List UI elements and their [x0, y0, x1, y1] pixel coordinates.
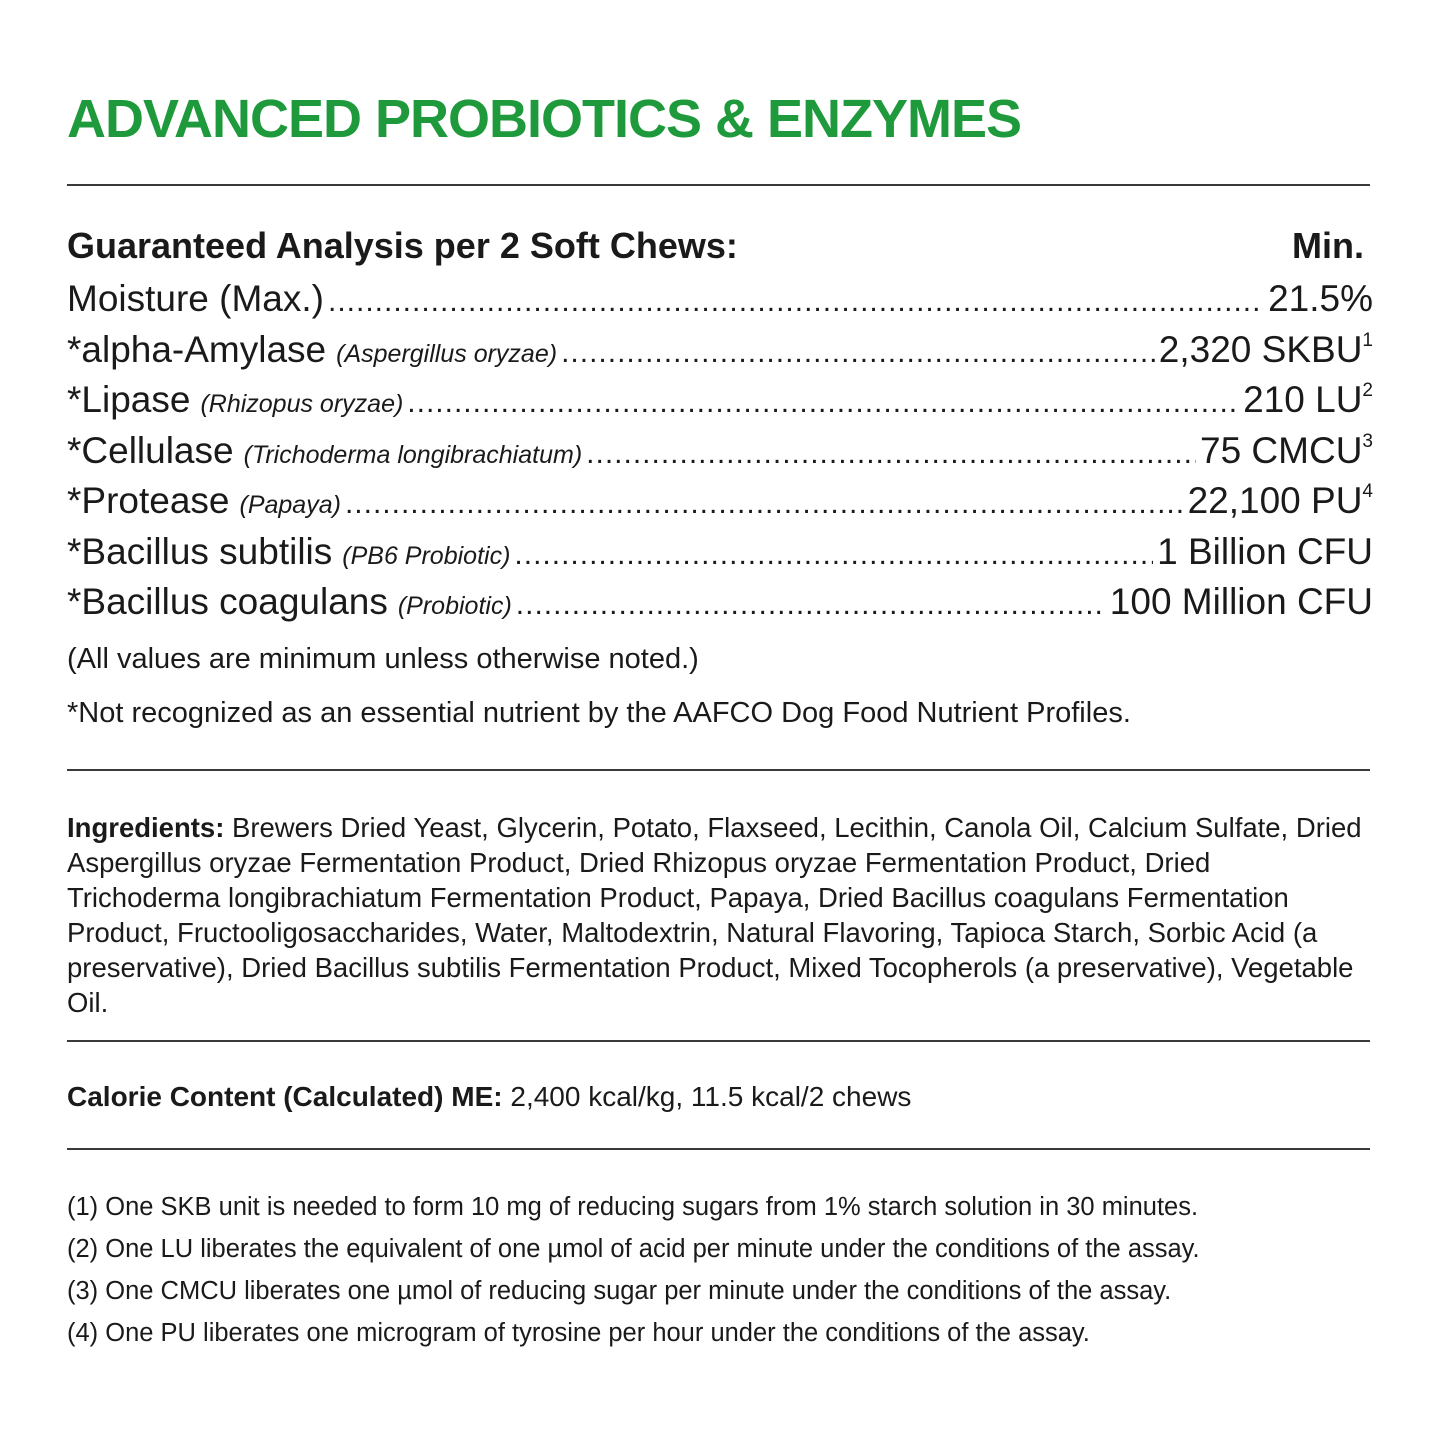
nutrient-name: *Bacillus subtilis: [67, 530, 333, 572]
aafco-note: *Not recognized as an essential nutrient by the AAFCO Dog Food Nutrient Profiles.: [67, 697, 1131, 729]
analysis-heading: Guaranteed Analysis per 2 Soft Chews:: [67, 225, 738, 266]
nutrient-source: (Rhizopus oryzae): [200, 390, 404, 418]
nutrient-value: [1243, 375, 1373, 425]
page-title: ADVANCED PROBIOTICS & ENZYMES: [67, 89, 1022, 149]
nutrient-value-text: 2,320 SKBU: [1158, 328, 1363, 370]
analysis-row: [67, 375, 1373, 426]
nutrient-source: (Probiotic): [397, 592, 512, 620]
minimum-note: (All values are minimum unless otherwise noted.): [67, 643, 699, 675]
divider: [67, 769, 1370, 771]
footnote-item: (1) One SKB unit is needed to form 10 mg of reducing sugars from 1% starch solution in 30 minutes.: [67, 1193, 1199, 1221]
footnote-marker: 2: [1362, 380, 1373, 401]
nutrient-value: [1200, 426, 1373, 476]
nutrient-name: *alpha-Amylase: [67, 328, 327, 370]
nutrient-source: (Trichoderma longibrachiatum): [243, 440, 583, 469]
footnote-marker: 1: [1362, 329, 1373, 351]
nutrient-value-text: 75 CMCU: [1200, 429, 1363, 471]
footnote-item: (2) One LU liberates the equivalent of one µmol of acid per minute under the conditions of the assay.: [67, 1235, 1200, 1263]
footnote-marker: 3: [1362, 430, 1373, 452]
footnote-item: (3) One CMCU liberates one µmol of reducing sugar per minute under the conditions of the assay.: [67, 1277, 1172, 1305]
nutrient-value-text: 100 Million CFU: [1109, 581, 1373, 622]
dot-leader: [561, 328, 1155, 378]
min-column-label: Min.: [1292, 225, 1364, 266]
dot-leader: [345, 479, 1184, 529]
nutrient-name: *Cellulase: [67, 429, 234, 471]
ingredients-text: Brewers Dried Yeast, Glycerin, Potato, Flaxseed, Lecithin, Canola Oil, Calcium Sulfate, Dried Aspergillus oryzae Fermentation Product, Dried Rhizopus oryzae Fermentation Product, Dried Trichoderma longibrachiatum Fermentation Product, Papaya, Dried Bacillus coagulans Fermentation Product, Fructooligosaccharides, Water, Maltodextrin, Natural Flavoring, Tapioca Starch, Sorbic Acid (a preservative), Dried Bacillus subtilis Fermentation Product, Mixed Tocopherols (a preservative), Vegetable Oil.: [67, 812, 1362, 1018]
nutrient-value: [1268, 274, 1373, 324]
nutrient-name: *Bacillus coagulans: [67, 581, 388, 622]
nutrient-value-text: 210 LU: [1243, 379, 1363, 420]
dot-leader: [407, 378, 1239, 428]
dot-leader: [516, 580, 1106, 630]
dot-leader: [586, 429, 1196, 479]
ingredients-paragraph: [67, 810, 1367, 1020]
divider: [67, 184, 1370, 186]
nutrient-value-text: 22,100 PU: [1187, 480, 1363, 521]
calorie-content: [67, 1080, 911, 1114]
nutrient-value: [1157, 527, 1373, 577]
nutrient-value-text: 21.5%: [1268, 278, 1373, 319]
label-panel: [67, 0, 1382, 1445]
footnotes-list: [67, 1186, 1200, 1354]
nutrient-source: (PB6 Probiotic): [342, 541, 511, 570]
nutrient-name: *Protease: [67, 480, 230, 521]
calorie-label: Calorie Content (Calculated) ME:: [67, 1081, 503, 1112]
analysis-row: [67, 426, 1373, 477]
analysis-row: [67, 274, 1373, 325]
divider: [67, 1148, 1370, 1150]
dot-leader: [514, 530, 1153, 580]
nutrient-value: [1110, 577, 1373, 627]
analysis-row: [67, 577, 1373, 628]
ingredients-label: Ingredients:: [67, 812, 225, 843]
calorie-text: 2,400 kcal/kg, 11.5 kcal/2 chews: [502, 1081, 912, 1112]
nutrient-name: Moisture (Max.): [67, 278, 324, 319]
nutrient-name: *Lipase: [67, 379, 191, 420]
nutrient-source: (Aspergillus oryzae): [336, 339, 558, 368]
analysis-header: [67, 224, 1364, 268]
footnote-marker: 4: [1362, 481, 1373, 502]
divider: [67, 1040, 1370, 1042]
footnote-item: (4) One PU liberates one microgram of tyrosine per hour under the conditions of the assay.: [67, 1319, 1090, 1347]
nutrient-value: [1159, 325, 1373, 375]
nutrient-value-text: 1 Billion CFU: [1157, 530, 1373, 572]
analysis-row: [67, 527, 1373, 578]
analysis-row: [67, 476, 1373, 527]
dot-leader: [328, 277, 1264, 327]
nutrient-value: [1188, 476, 1373, 526]
nutrient-source: (Papaya): [239, 491, 341, 519]
analysis-row: [67, 325, 1373, 376]
analysis-table: [67, 274, 1373, 628]
